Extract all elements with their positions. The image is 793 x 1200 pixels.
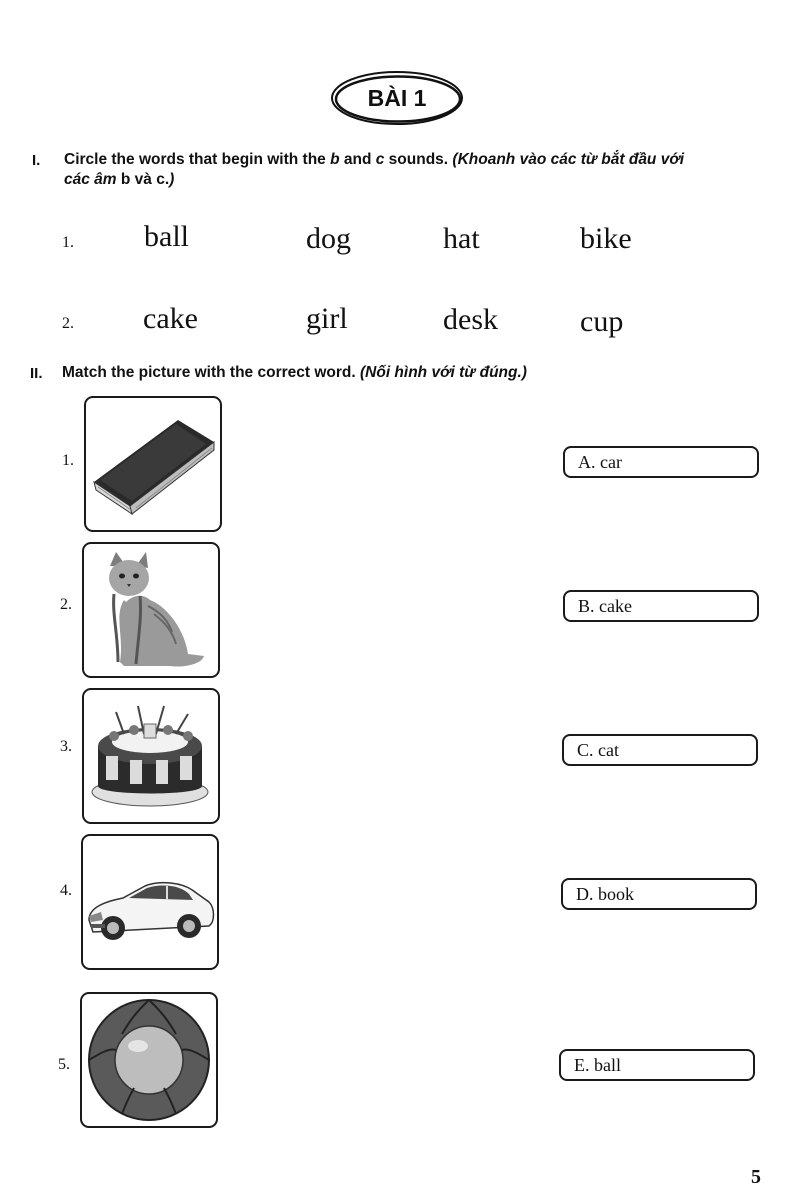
section-1-instruction — [64, 150, 784, 190]
match-option-a[interactable]: A. car — [563, 446, 759, 478]
instruction-vietnamese: (Khoanh vào các từ bắt đầu với — [452, 151, 685, 168]
instruction-vietnamese: ) — [169, 171, 175, 188]
word-option[interactable]: dog — [306, 222, 351, 255]
book-icon — [86, 398, 220, 530]
cake-icon — [84, 690, 218, 822]
lesson-title-badge — [328, 68, 466, 128]
instruction-text: sounds. — [384, 151, 449, 168]
picture-number: 1. — [62, 452, 74, 469]
word-option[interactable]: desk — [443, 303, 498, 336]
instruction-text: and — [339, 151, 376, 168]
instruction-sounds: b và c. — [116, 171, 170, 188]
ball-icon — [82, 994, 216, 1126]
car-icon — [83, 836, 217, 968]
section-2-instruction — [62, 363, 782, 383]
word-row-number: 2. — [62, 315, 74, 332]
sound-b: b — [330, 151, 340, 168]
match-option-e[interactable]: E. ball — [559, 1049, 755, 1081]
picture-cat[interactable] — [82, 542, 220, 678]
picture-ball[interactable] — [80, 992, 218, 1128]
page-number: 5 — [751, 1166, 761, 1188]
word-option[interactable]: bike — [580, 222, 632, 255]
instruction-text: Circle the words that begin with the — [64, 151, 331, 168]
word-row-number: 1. — [62, 234, 74, 251]
instruction-vietnamese: các âm — [64, 171, 117, 188]
section-2-number: II. — [30, 365, 43, 382]
lesson-title: BÀI 1 — [367, 84, 427, 111]
picture-book[interactable] — [84, 396, 222, 532]
instruction-vietnamese: (Nối hình với từ đúng.) — [360, 364, 527, 381]
picture-number: 3. — [60, 738, 72, 755]
section-1-number: I. — [32, 152, 41, 169]
cat-icon — [84, 544, 218, 676]
sound-c: c — [375, 151, 385, 168]
word-option[interactable]: cake — [143, 302, 198, 335]
match-option-b[interactable]: B. cake — [563, 590, 759, 622]
picture-cake[interactable] — [82, 688, 220, 824]
picture-number: 5. — [58, 1056, 70, 1073]
picture-number: 2. — [60, 596, 72, 613]
instruction-text: Match the picture with the correct word. — [62, 364, 356, 381]
word-option[interactable]: ball — [144, 220, 189, 253]
word-option[interactable]: hat — [443, 222, 480, 255]
word-option[interactable]: cup — [580, 305, 624, 338]
match-option-c[interactable]: C. cat — [562, 734, 758, 766]
word-option[interactable]: girl — [306, 302, 348, 335]
match-option-d[interactable]: D. book — [561, 878, 757, 910]
picture-car[interactable] — [81, 834, 219, 970]
picture-number: 4. — [60, 882, 72, 899]
